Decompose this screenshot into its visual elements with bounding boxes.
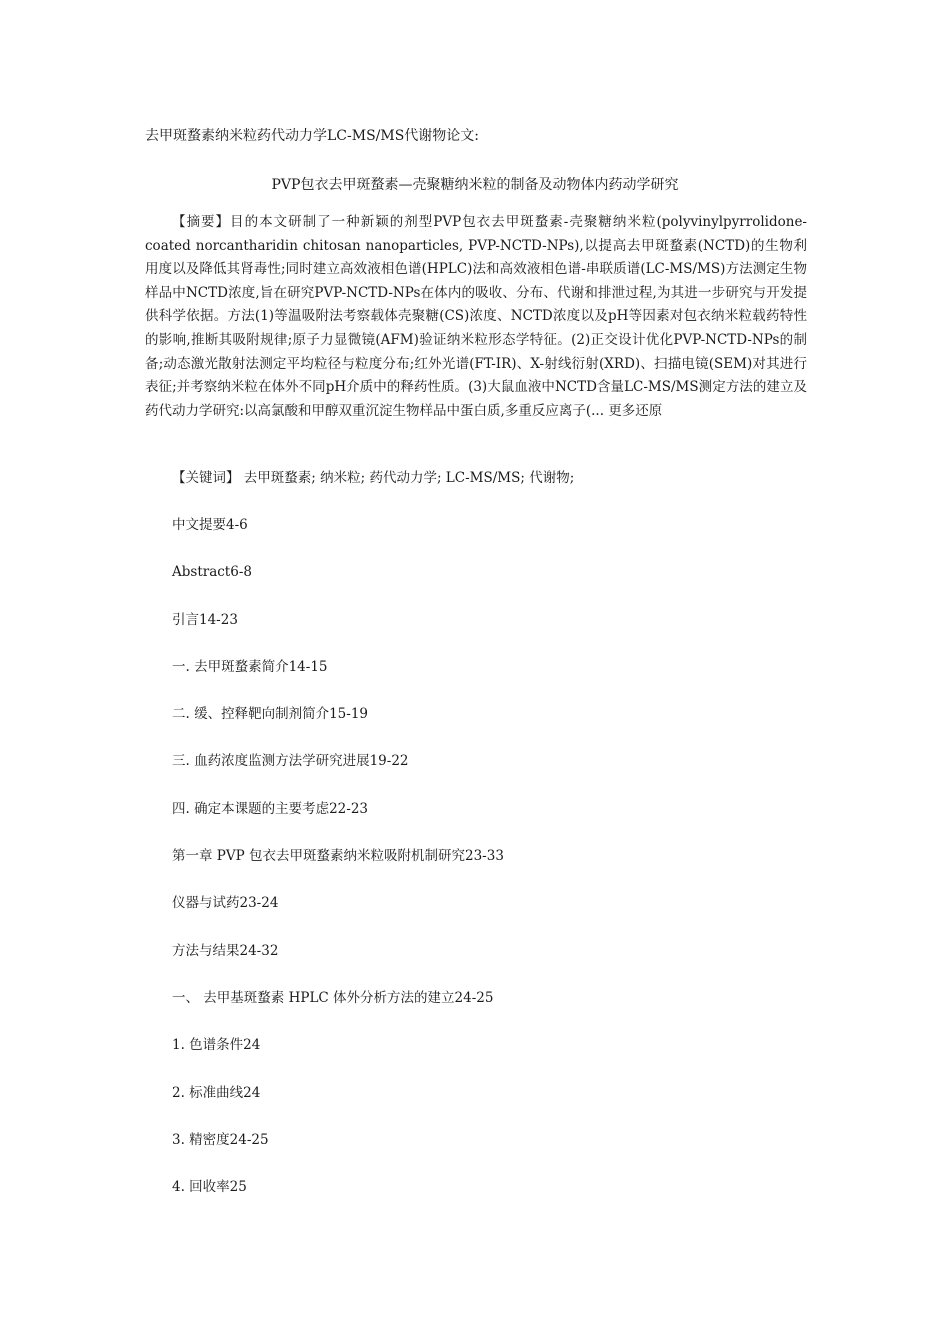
toc-entry: 一. 去甲斑蝥素简介14-15 — [172, 658, 328, 675]
toc-entry: 3. 精密度24-25 — [172, 1131, 269, 1148]
toc-entry: 中文提要4-6 — [172, 517, 248, 533]
table-of-contents — [172, 515, 504, 1224]
keywords-line: 【关键词】 去甲斑蝥素; 纳米粒; 药代动力学; LC-MS/MS; 代谢物; — [172, 470, 575, 486]
toc-entry: 一、 去甲基斑蝥素 HPLC 体外分析方法的建立24-25 — [172, 989, 494, 1006]
toc-entry: Abstract6-8 — [172, 564, 252, 581]
toc-entry: 2. 标准曲线24 — [172, 1084, 261, 1101]
toc-entry: 第一章 PVP 包衣去甲斑蝥素纳米粒吸附机制研究23-33 — [172, 848, 504, 865]
paper-title: PVP包衣去甲斑蝥素—壳聚糖纳米粒的制备及动物体内药动学研究 — [271, 177, 679, 193]
document-title: 去甲斑蝥素纳米粒药代动力学LC-MS/MS代谢物论文: — [145, 128, 480, 144]
toc-entry: 四. 确定本课题的主要考虑22-23 — [172, 800, 369, 817]
toc-entry: 二. 缓、控释靶向制剂简介15-19 — [172, 706, 369, 723]
toc-entry: 仪器与试药23-24 — [172, 895, 279, 912]
abstract-paragraph: 【摘要】目的本文研制了一种新颖的剂型PVP包衣去甲斑蝥素-壳聚糖纳米粒(polyvinylpyrrolidone-coated norcantharidin chitosan nanoparticles, PVP-NCTD-NPs),以提高去甲斑蝥素(NCTD)的生物利用度以及降低其肾毒性;同时建立高效液相色谱(HPLC)法和高效液相色谱-串联质谱(LC-MS/MS)方法测定生物样品中NCTD浓度,旨在研究PVP-NCTD-NPs在体内的吸收、分布、代谢和排泄过程,为其进一步研究与开发提供科学依据。方法(1)等温吸附法考察载体壳聚糖(CS)浓度、NCTD浓度以及pH等因素对包衣纳米粒载药特性的影响,推断其吸附规律;原子力显微镜(AFM)验证纳米粒形态学特征。(2)正交设计优化PVP-NCTD-NPs的制备;动态激光散射法测定平均粒径与粒度分布;红外光谱(FT-IR)、X-射线衍射(XRD)、扫描电镜(SEM)对其进行表征;并考察纳米粒在体外不同pH介质中的释药性质。(3)大鼠血液中NCTD含量LC-MS/MS测定方法的建立及药代动力学研究:以高氯酸和甲醇双重沉淀生物样品中蛋白质,多重反应离子(... 更多还原 — [145, 214, 807, 419]
toc-entry: 引言14-23 — [172, 611, 238, 628]
toc-entry: 三. 血药浓度监测方法学研究进展19-22 — [172, 753, 409, 770]
toc-entry: 4. 回收率25 — [172, 1179, 247, 1196]
toc-entry: 方法与结果24-32 — [172, 942, 279, 959]
toc-entry: 1. 色谱条件24 — [172, 1037, 261, 1054]
